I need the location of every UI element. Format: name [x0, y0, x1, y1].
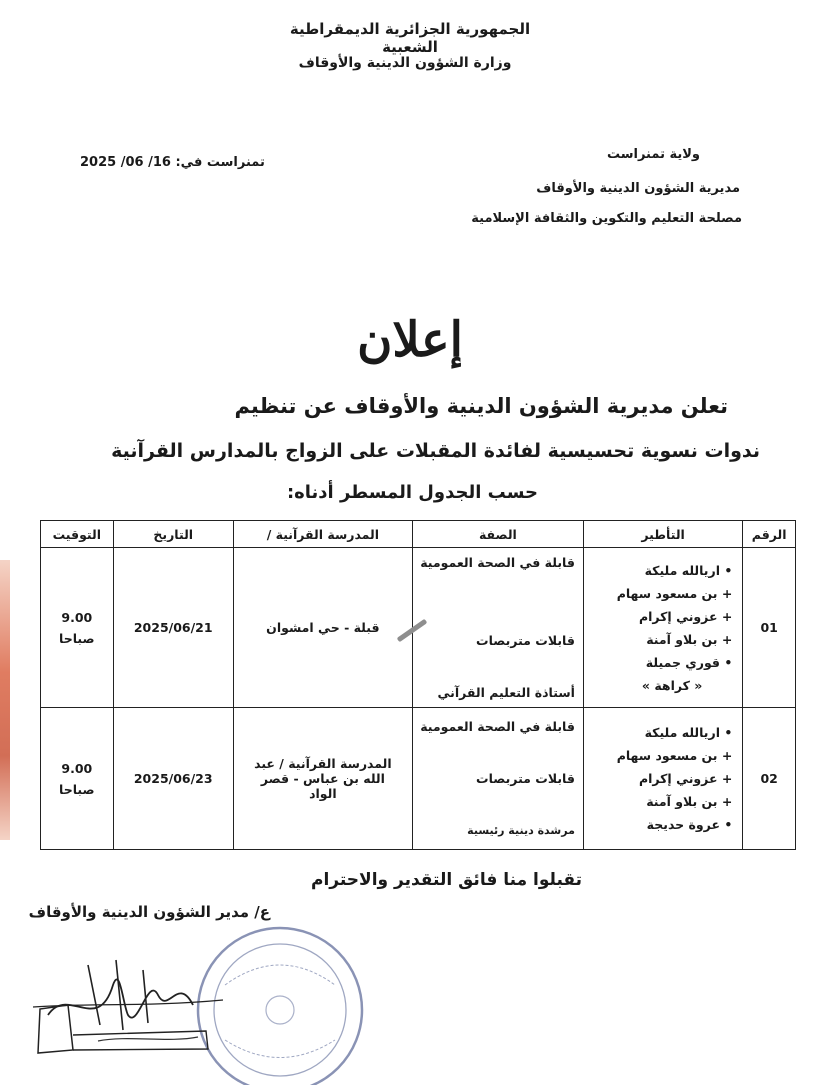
- qualification-line: [413, 740, 583, 766]
- qualification-line: [413, 654, 583, 680]
- qualification-line: [413, 602, 583, 628]
- qualification-line: قابلة في الصحة العمومية: [420, 718, 575, 734]
- qualification-line: قابلة في الصحة العمومية: [420, 554, 575, 570]
- qualification-line: [413, 792, 583, 818]
- qualification-line: مرشدة دينية رئيسية: [467, 823, 575, 837]
- header-number: الرقم: [743, 521, 796, 548]
- time-value: 9.00: [61, 760, 93, 776]
- intro-line-2: ندوات نسوية تحسيسية لفائدة المقبلات على الزواج بالمدارس القرآنية: [111, 440, 760, 462]
- schedule-table: [40, 520, 796, 850]
- qualification-line: قابلات متربصات: [476, 632, 575, 648]
- header-staff: التأطير: [583, 521, 742, 548]
- row-number: 02: [743, 708, 796, 850]
- table-row: [41, 708, 796, 850]
- staff-name: + بن مسعود سهام: [616, 585, 733, 601]
- row-staff: [583, 548, 742, 708]
- staff-name: • قوري جميلة: [645, 654, 733, 670]
- staff-name: • اريالله مليكة: [644, 562, 733, 578]
- table-header-row: [41, 521, 796, 548]
- header-time: التوقيت: [41, 521, 114, 548]
- intro-line-1: تعلن مديرية الشؤون الدينية والأوقاف عن تنظيم: [234, 394, 728, 418]
- qualification-line: قابلات متربصات: [476, 770, 575, 786]
- staff-name: + عزوني إكرام: [638, 608, 733, 624]
- staff-name: + بن بلاو آمنة: [646, 631, 733, 647]
- handwritten-signature: [28, 945, 228, 1065]
- row-date: 2025/06/21: [113, 548, 233, 708]
- header-ministry: وزارة الشؤون الدينية والأوقاف: [298, 55, 512, 71]
- row-school: المدرسة القرآنية / عبد الله بن عباس - قصر الواد: [233, 708, 412, 850]
- time-period: صباحا: [59, 630, 95, 646]
- intro-line-3: حسب الجدول المسطر أدناه:: [286, 482, 538, 503]
- date-line: تمنراست في: 16/ 06/ 2025: [80, 155, 265, 170]
- qualification-line: [413, 576, 583, 602]
- row-school: قبلة - حي امشوان: [233, 548, 412, 708]
- row-date: 2025/06/23: [113, 708, 233, 850]
- header-republic: الجمهورية الجزائرية الديمقراطية الشعبية: [289, 20, 531, 56]
- staff-name: « كراهة »: [641, 677, 703, 693]
- time-value: 9.00: [61, 609, 93, 625]
- staff-name: • اريالله مليكة: [644, 725, 733, 740]
- header-qualification: الصفة: [412, 521, 583, 548]
- admin-directorate: مديرية الشؤون الدينية والأوقاف: [536, 181, 740, 196]
- staff-name: + بن مسعود سهام: [616, 748, 733, 763]
- closing-line: تقبلوا منا فائق التقدير والاحترام: [311, 870, 582, 890]
- header-school: المدرسة القرآنية /: [233, 521, 412, 548]
- staff-name: + بن بلاو آمنة: [646, 794, 733, 809]
- qualification-line: أستاذة التعليم القرآني: [437, 684, 575, 700]
- page-title: إعلان: [357, 312, 463, 368]
- row-staff: [583, 708, 742, 850]
- admin-service: مصلحة التعليم والتكوين والثقافة الإسلامية: [471, 211, 742, 226]
- row-number: 01: [743, 548, 796, 708]
- staff-name: • عروة حديجة: [646, 817, 733, 832]
- admin-wilaya: ولاية تمنراست: [606, 147, 700, 162]
- time-period: صباحا: [59, 781, 95, 797]
- signatory-line: ع/ مدير الشؤون الدينية والأوقاف: [28, 903, 270, 921]
- row-time: [41, 708, 114, 850]
- page-edge-strip: [0, 560, 10, 840]
- row-qualification: [412, 548, 583, 708]
- row-time: [41, 548, 114, 708]
- staff-name: + عزوني إكرام: [638, 771, 733, 786]
- row-qualification: [412, 708, 583, 850]
- header-date: التاريخ: [113, 521, 233, 548]
